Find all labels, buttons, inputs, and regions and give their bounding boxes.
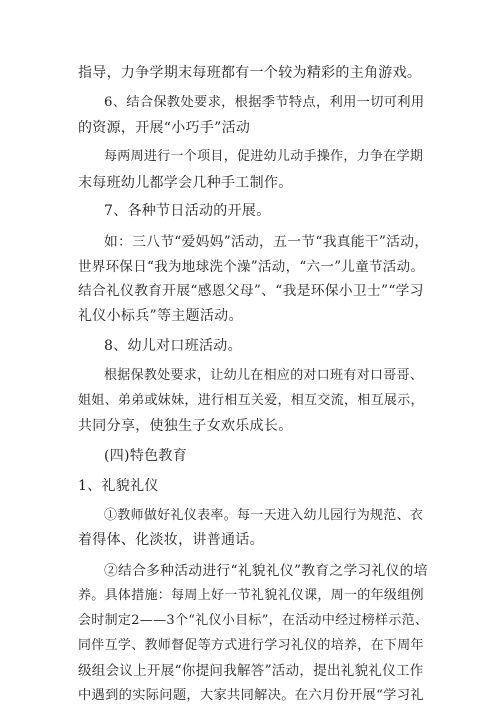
text-line: 末每班幼儿都学会几种手工制作。	[78, 175, 293, 191]
text-line: 同伴互学、教师督促等方式进行学习礼仪的培养，在下周年	[78, 638, 424, 653]
text-line: 结合礼仪教育开展“感恩父母”、“我是环保小卫士”“学习	[78, 283, 424, 299]
text-line: 着得体、化淡妆，讲普通话。	[78, 532, 264, 548]
text-line: 的资源，开展“小巧手”活动	[78, 120, 251, 136]
text-line: 根据保教处要求，让幼儿在相应的对口班有对口哥哥、	[104, 368, 424, 383]
text-line: 指导，力争学期末每班都有一个较为精彩的主角游戏。	[78, 65, 422, 81]
text-line: 如：三八节“爱妈妈”活动，五一节“我真能干”活动，	[104, 234, 429, 250]
text-line: ①教师做好礼仪表率。每一天进入幼儿园行为规范、衣	[104, 508, 424, 523]
section-heading: (四)特色教育	[104, 448, 188, 464]
text-line: 姐姐、弟弟或妹妹，进行相互关爱，相互交流，相互展示，	[78, 393, 424, 408]
text-line: 7、各种节日活动的开展。	[104, 203, 271, 219]
text-line: 会时制定2——3个“礼仪小目标”，在活动中经过榜样示范、	[78, 613, 429, 628]
text-line: 每两周进行一个项目，促进幼儿动手操作，力争在学期	[104, 149, 424, 164]
text-line: 养。具体措施：每周上好一节礼貌礼仪课，周一的年级组例	[78, 588, 424, 603]
subsection-heading: 1、礼貌礼仪	[78, 478, 159, 494]
text-line: 世界环保日“我为地球洗个澡”活动，“六一”儿童节活动。	[78, 259, 425, 275]
text-line: 级组会议上开展“你提问我解答”活动，提出礼貌礼仪工作	[78, 663, 424, 679]
text-line: 礼仪小标兵”等主题活动。	[78, 308, 243, 324]
text-line: 中遇到的实际问题，大家共同解决。在六月份开展“学习礼	[78, 688, 424, 703]
text-line: 8、幼儿对口班活动。	[104, 338, 242, 354]
text-line: ②结合多种活动进行“礼貌礼仪”教育之学习礼仪的培	[104, 563, 428, 579]
text-line: 共同分享，使独生子女欢乐成长。	[78, 418, 293, 434]
text-line: 6、结合保教处要求，根据季节特点，利用一切可利用	[104, 95, 425, 110]
